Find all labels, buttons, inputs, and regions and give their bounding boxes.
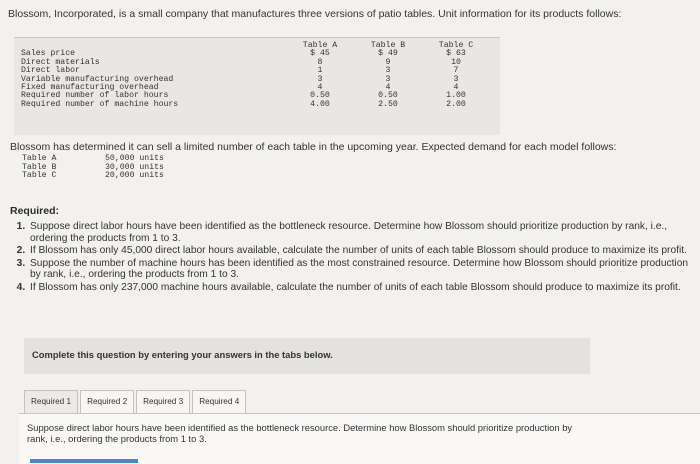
cell: 4.00 (310, 99, 330, 109)
demand-value: 30,000 units (105, 162, 164, 172)
cell: 3 (453, 74, 459, 84)
tab-required-4[interactable]: Required 4 (192, 390, 246, 414)
cell: 4 (453, 83, 459, 93)
requirement-item: 1. Suppose direct labor hours have been identified as the bottleneck resource. Determine how Blossom should prioritize production by rank, i.e., ordering the products from 1 to 3. (28, 221, 692, 244)
intro-text: Blossom, Incorporated, is a small company that manufactures three versions of patio tables. Unit information for its products follows: (8, 8, 622, 20)
active-tab-indicator (30, 459, 138, 463)
requirements-list (8, 221, 692, 295)
cell: 1 (317, 66, 323, 76)
cell: 3 (385, 74, 391, 84)
cell: 0.50 (310, 91, 330, 101)
demand-label: Table C (22, 171, 57, 181)
cell: 0.50 (378, 91, 398, 101)
row-label: Direct labor (21, 66, 80, 76)
cell: $ 49 (378, 49, 398, 59)
cell: 2.00 (446, 99, 466, 109)
cell: 9 (385, 57, 391, 67)
demand-label: Table A (22, 154, 57, 163)
cell: $ 45 (310, 49, 330, 59)
requirement-item: 3. Suppose the number of machine hours has been identified as the most constrained resource. Determine how Blossom should prioritize production by rank, i.e., ordering the products from 1 to 3. (28, 258, 692, 281)
tab-content-text: Suppose direct labor hours have been identified as the bottleneck resource. Determine how Blossom should prioritize production by rank, i.e., ordering the products from 1 to 3. (27, 422, 573, 444)
cell: 1.00 (446, 91, 466, 101)
info-table (21, 42, 490, 109)
cell: $ 63 (446, 49, 466, 59)
row-label: Fixed manufacturing overhead (21, 83, 159, 93)
cell: 4 (317, 83, 323, 93)
demand-value: 50,000 units (105, 154, 164, 163)
demand-intro-text: Blossom has determined it can sell a limited number of each table in the upcoming year. Expected demand for each model follows: (10, 141, 617, 153)
header-table-c: Table C (438, 41, 474, 50)
row-label: Sales price (21, 49, 76, 59)
list-item (22, 172, 164, 181)
row-label: Variable manufacturing overhead (21, 74, 174, 84)
cell: 3 (385, 66, 391, 76)
demand-label: Table B (22, 162, 57, 172)
tab-content-panel (19, 413, 700, 464)
row-label: Required number of labor hours (21, 91, 169, 101)
instruction-text: Complete this question by entering your answers in the tabs below. (32, 349, 333, 360)
cell: 2.50 (378, 99, 398, 109)
header-table-a: Table A (302, 41, 338, 50)
tab-required-2[interactable]: Required 2 (80, 390, 134, 414)
instruction-panel (24, 338, 590, 374)
tab-required-1[interactable]: Required 1 (24, 390, 78, 414)
table-row (21, 101, 490, 109)
header-table-b: Table B (370, 41, 406, 50)
cell: 10 (451, 57, 461, 67)
cell: 3 (317, 74, 323, 84)
row-label: Direct materials (21, 57, 100, 67)
required-heading: Required: (10, 205, 60, 217)
table-row (21, 59, 490, 67)
requirement-item: 2. If Blossom has only 45,000 direct labor hours available, calculate the number of units of each table Blossom should produce to maximize its profit. (28, 245, 692, 257)
cell: 4 (385, 83, 391, 93)
product-info-table (14, 37, 500, 135)
answer-tabs (24, 390, 248, 414)
cell: 8 (317, 57, 323, 67)
demand-value: 20,000 units (105, 171, 164, 181)
demand-table (22, 155, 164, 181)
row-label: Required number of machine hours (21, 99, 179, 109)
requirement-item: 4. If Blossom has only 237,000 machine hours available, calculate the number of units of each table Blossom should produce to maximize its profit. (28, 282, 692, 294)
cell: 7 (453, 66, 459, 76)
tab-required-3[interactable]: Required 3 (136, 390, 190, 414)
